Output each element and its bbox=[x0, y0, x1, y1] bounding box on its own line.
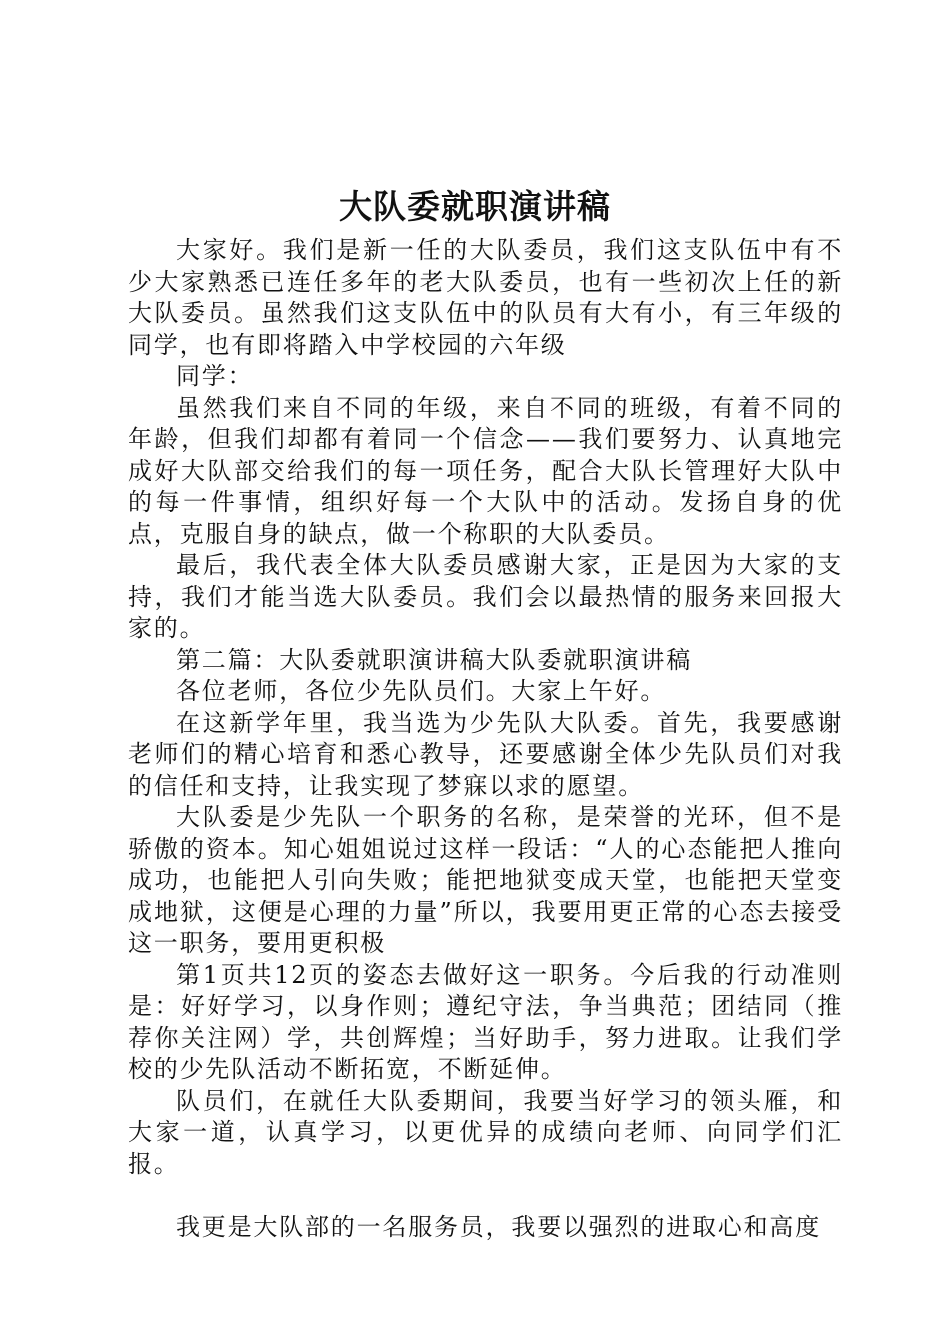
paragraph: 第二篇：大队委就职演讲稿大队委就职演讲稿 bbox=[176, 645, 692, 674]
paragraph: 队员们，在就任大队委期间，我要当好学习的领头雁，和大家一道，认真学习，以更优异的成绩向老师、向同学们汇报。 bbox=[128, 1086, 843, 1178]
paragraph: 同学： bbox=[176, 362, 254, 390]
document-title: 大队委就职演讲稿 bbox=[339, 187, 611, 226]
paragraph: 各位老师，各位少先队员们。大家上午好。 bbox=[176, 677, 667, 705]
paragraph: 在这新学年里，我当选为少先队大队委。首先，我要感谢老师们的精心培育和悉心教导，还要感谢全体少先队员们对我的信任和支持，让我实现了梦寐以求的愿望。 bbox=[128, 708, 843, 800]
paragraph: 大家好。我们是新一任的大队委员，我们这支队伍中有不少大家熟悉已连任多年的老大队委员，也有一些初次上任的新大队委员。虽然我们这支队伍中的队员有大有小，有三年级的同学，也有即将踏入中学校园的六年级 bbox=[128, 236, 843, 359]
paragraph: 最后，我代表全体大队委员感谢大家，正是因为大家的支持，我们才能当选大队委员。我们会以最热情的服务来回报大家的。 bbox=[128, 551, 843, 642]
document-body bbox=[128, 235, 843, 1243]
paragraph: 大队委是少先队一个职务的名称，是荣誉的光环，但不是骄傲的资本。知心姐姐说过这样一段话：“人的心态能把人推向成功，也能把人引向失败；能把地狱变成天堂，也能把天堂变成地狱，这便是心理的力量”所以，我要用更正常的心态去接受这一职务，要用更积极 bbox=[128, 803, 843, 957]
paragraph: 虽然我们来自不同的年级，来自不同的班级，有着不同的年龄，但我们却都有着同一个信念——我们要努力、认真地完成好大队部交给我们的每一项任务，配合大队长管理好大队中的每一件事情，组织好每一个大队中的活动。发扬自身的优点，克服自身的缺点，做一个称职的大队委员。 bbox=[128, 393, 843, 548]
paragraph: 第1页共12页的姿态去做好这一职务。今后我的行动准则是：好好学习，以身作则；遵纪守法，争当典范；团结同（推荐你关注网）学，共创辉煌；当好助手，努力进取。让我们学校的少先队活动不断拓宽，不断延伸。 bbox=[128, 960, 843, 1083]
paragraph: 我更是大队部的一名服务员，我要以强烈的进取心和高度 bbox=[176, 1212, 821, 1241]
paragraph-spacer bbox=[128, 1180, 843, 1212]
